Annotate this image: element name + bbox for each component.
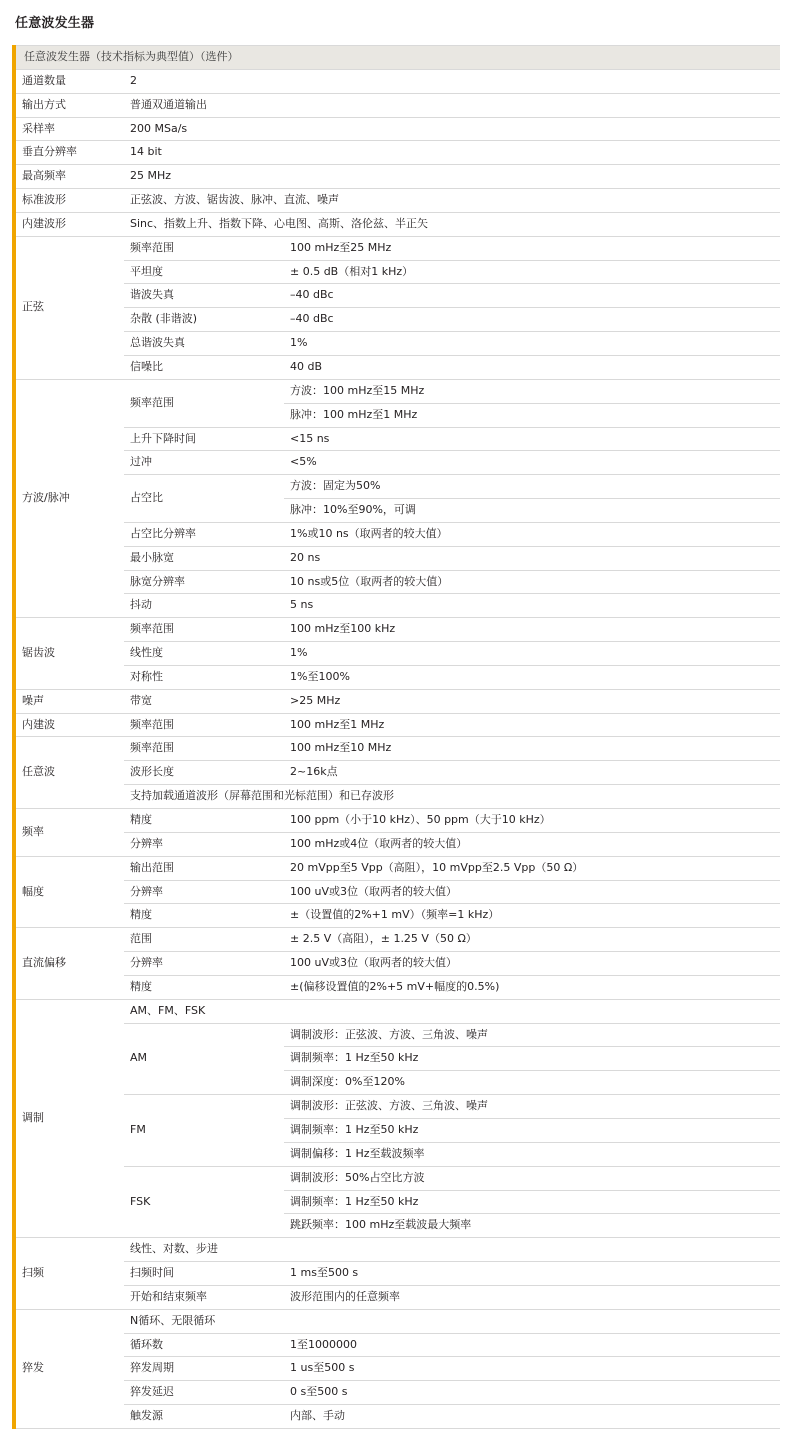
sub-label: 频率范围 (124, 379, 284, 427)
table-row (14, 594, 780, 618)
sub-value: 5 ns (284, 594, 780, 618)
table-row (14, 880, 780, 904)
sub-label: FSK (124, 1166, 284, 1238)
table-row (14, 570, 780, 594)
sub-value: 跳跃频率：100 mHz至载波最大频率 (284, 1214, 780, 1238)
row-value: 正弦波、方波、锯齿波、脉冲、直流、噪声 (124, 189, 780, 213)
sub-label: 分辨率 (124, 832, 284, 856)
sub-label: 占空比 (124, 475, 284, 523)
sub-value: <15 ns (284, 427, 780, 451)
sub-value: 10 ns或5位（取两者的较大值） (284, 570, 780, 594)
sub-value: 1% (284, 332, 780, 356)
table-row (14, 904, 780, 928)
sub-label: 频率范围 (124, 737, 284, 761)
sub-label: 扫频时间 (124, 1262, 284, 1286)
table-row (14, 856, 780, 880)
sub-value: 20 mVpp至5 Vpp（高阻），10 mVpp至2.5 Vpp（50 Ω） (284, 856, 780, 880)
sub-value: 方波：固定为50% (284, 475, 780, 499)
sub-label: 猝发周期 (124, 1357, 284, 1381)
sub-label: 开始和结束频率 (124, 1285, 284, 1309)
sub-label: 过冲 (124, 451, 284, 475)
sub-label: FM (124, 1095, 284, 1167)
sub-value: 调制频率：1 Hz至50 kHz (284, 1190, 780, 1214)
sub-label: 精度 (124, 904, 284, 928)
table-row (14, 165, 780, 189)
row-value: 2 (124, 69, 780, 93)
sub-value: 1 us至500 s (284, 1357, 780, 1381)
row-value: 普通双通道输出 (124, 93, 780, 117)
sub-value: 2~16k点 (284, 761, 780, 785)
sub-value: 方波：100 mHz至15 MHz (284, 379, 780, 403)
sub-label: 脉宽分辨率 (124, 570, 284, 594)
table-row (14, 785, 780, 809)
sub-value: 1% (284, 642, 780, 666)
table-row (14, 546, 780, 570)
table-body (14, 46, 780, 1429)
table-row (14, 475, 780, 499)
row-label: 垂直分辨率 (14, 141, 124, 165)
sub-label: AM (124, 1023, 284, 1095)
sub-label: 波形长度 (124, 761, 284, 785)
table-row (14, 189, 780, 213)
group-label-ramp: 锯齿波 (14, 618, 124, 690)
sub-label: 分辨率 (124, 880, 284, 904)
table-row (14, 1357, 780, 1381)
table-row (14, 69, 780, 93)
sub-label: 猝发延迟 (124, 1381, 284, 1405)
page-title: 任意波发生器 (15, 16, 95, 31)
sub-value: 调制波形：50%占空比方波 (284, 1166, 780, 1190)
sub-value: 调制频率：1 Hz至50 kHz (284, 1118, 780, 1142)
row-value: 200 MSa/s (124, 117, 780, 141)
table-row (14, 117, 780, 141)
sub-value: –40 dBc (284, 308, 780, 332)
table-row (14, 1023, 780, 1047)
row-value: 25 MHz (124, 165, 780, 189)
sub-value: 脉冲：100 mHz至1 MHz (284, 403, 780, 427)
group-label-noise: 噪声 (14, 689, 124, 713)
sub-label: 谐波失真 (124, 284, 284, 308)
sub-label: 循环数 (124, 1333, 284, 1357)
table-row (14, 451, 780, 475)
row-value: 14 bit (124, 141, 780, 165)
group-label-modulation: 调制 (14, 999, 124, 1237)
group-label-arbitrary: 任意波 (14, 737, 124, 809)
sub-value: 1%至100% (284, 665, 780, 689)
row-label: 最高频率 (14, 165, 124, 189)
sub-label: 范围 (124, 928, 284, 952)
sub-value: 100 uV或3位（取两者的较大值） (284, 952, 780, 976)
sub-label: 占空比分辨率 (124, 522, 284, 546)
sub-value: 调制波形：正弦波、方波、三角波、噪声 (284, 1023, 780, 1047)
group-label-sweep: 扫频 (14, 1238, 124, 1310)
table-row (14, 1285, 780, 1309)
sub-value: ± 2.5 V（高阻），± 1.25 V（50 Ω） (284, 928, 780, 952)
table-row (14, 689, 780, 713)
sub-label: 分辨率 (124, 952, 284, 976)
sub-label: 线性、对数、步进 (124, 1238, 780, 1262)
table-row (14, 212, 780, 236)
table-row (14, 928, 780, 952)
sub-value: 内部、手动 (284, 1405, 780, 1429)
table-row (14, 332, 780, 356)
table-row (14, 284, 780, 308)
sub-label: 支持加载通道波形（屏幕范围和光标范围）和已存波形 (124, 785, 780, 809)
sub-label: N循环、无限循环 (124, 1309, 780, 1333)
group-label-builtin: 内建波 (14, 713, 124, 737)
table-row (14, 427, 780, 451)
sub-label: 频率范围 (124, 618, 284, 642)
row-label: 通道数量 (14, 69, 124, 93)
table-row (14, 355, 780, 379)
sub-label: 信噪比 (124, 355, 284, 379)
group-label-square-pulse: 方波/脉冲 (14, 379, 124, 617)
table-row (14, 832, 780, 856)
table-row (14, 975, 780, 999)
sub-value: 100 mHz或4位（取两者的较大值） (284, 832, 780, 856)
sub-value: 波形范围内的任意频率 (284, 1285, 780, 1309)
sub-value: 100 ppm（小于10 kHz）、50 ppm（大于10 kHz） (284, 809, 780, 833)
sub-label: 杂散 (非谐波) (124, 308, 284, 332)
sub-label: 频率范围 (124, 713, 284, 737)
sub-label: 线性度 (124, 642, 284, 666)
sub-value: –40 dBc (284, 284, 780, 308)
sub-value: 100 uV或3位（取两者的较大值） (284, 880, 780, 904)
sub-value: 1至1000000 (284, 1333, 780, 1357)
sub-value: 脉冲：10%至90%，可调 (284, 499, 780, 523)
sub-value: ± 0.5 dB（相对1 kHz） (284, 260, 780, 284)
specification-table (12, 45, 780, 1429)
table-row (14, 522, 780, 546)
table-row (14, 1166, 780, 1190)
sub-value: 调制频率：1 Hz至50 kHz (284, 1047, 780, 1071)
sub-label: 总谐波失真 (124, 332, 284, 356)
sub-label: AM、FM、FSK (124, 999, 780, 1023)
sub-label: 频率范围 (124, 236, 284, 260)
sub-value: 调制偏移：1 Hz至载波频率 (284, 1142, 780, 1166)
table-row (14, 1262, 780, 1286)
sub-value: 100 mHz至10 MHz (284, 737, 780, 761)
table-row (14, 1381, 780, 1405)
table-row (14, 642, 780, 666)
row-value: Sinc、指数上升、指数下降、心电图、高斯、洛伦兹、半正矢 (124, 212, 780, 236)
table-row (14, 665, 780, 689)
table-row (14, 1095, 780, 1119)
table-row (14, 1238, 780, 1262)
row-label: 采样率 (14, 117, 124, 141)
sub-value: ±（设置值的2%+1 mV）（频率=1 kHz） (284, 904, 780, 928)
row-label: 输出方式 (14, 93, 124, 117)
sub-value: 调制深度：0%至120% (284, 1071, 780, 1095)
sub-label: 平坦度 (124, 260, 284, 284)
sub-label: 精度 (124, 809, 284, 833)
table-row (14, 1333, 780, 1357)
group-label-dc-offset: 直流偏移 (14, 928, 124, 1000)
sub-value: 1%或10 ns（取两者的较大值） (284, 522, 780, 546)
sub-value: >25 MHz (284, 689, 780, 713)
sub-label: 上升下降时间 (124, 427, 284, 451)
sub-value: 40 dB (284, 355, 780, 379)
sub-label: 最小脉宽 (124, 546, 284, 570)
sub-value: 100 mHz至1 MHz (284, 713, 780, 737)
table-row (14, 141, 780, 165)
sub-value: <5% (284, 451, 780, 475)
table-row (14, 236, 780, 260)
table-header-label: 任意波发生器（技术指标为典型值）（选件） (14, 46, 780, 70)
table-row (14, 952, 780, 976)
table-row (14, 809, 780, 833)
group-label-amplitude: 幅度 (14, 856, 124, 928)
sub-label: 对称性 (124, 665, 284, 689)
group-label-sine: 正弦 (14, 236, 124, 379)
sub-value: 20 ns (284, 546, 780, 570)
sub-label: 触发源 (124, 1405, 284, 1429)
table-row (14, 713, 780, 737)
table-row (14, 618, 780, 642)
sub-label: 带宽 (124, 689, 284, 713)
sub-label: 输出范围 (124, 856, 284, 880)
sub-label: 精度 (124, 975, 284, 999)
table-row (14, 1405, 780, 1429)
sub-value: 调制波形：正弦波、方波、三角波、噪声 (284, 1095, 780, 1119)
sub-value: 100 mHz至25 MHz (284, 236, 780, 260)
row-label: 标准波形 (14, 189, 124, 213)
table-row (14, 308, 780, 332)
sub-value: 0 s至500 s (284, 1381, 780, 1405)
sub-value: ±(偏移设置值的2%+5 mV+幅度的0.5%) (284, 975, 780, 999)
table-row (14, 999, 780, 1023)
group-label-burst: 猝发 (14, 1309, 124, 1428)
table-header-row (14, 46, 780, 70)
table-row (14, 379, 780, 403)
sub-value: 1 ms至500 s (284, 1262, 780, 1286)
table-row (14, 737, 780, 761)
table-row (14, 93, 780, 117)
table-row (14, 260, 780, 284)
sub-value: 100 mHz至100 kHz (284, 618, 780, 642)
table-row (14, 761, 780, 785)
group-label-frequency: 频率 (14, 809, 124, 857)
sub-label: 抖动 (124, 594, 284, 618)
row-label: 内建波形 (14, 212, 124, 236)
table-row (14, 1309, 780, 1333)
